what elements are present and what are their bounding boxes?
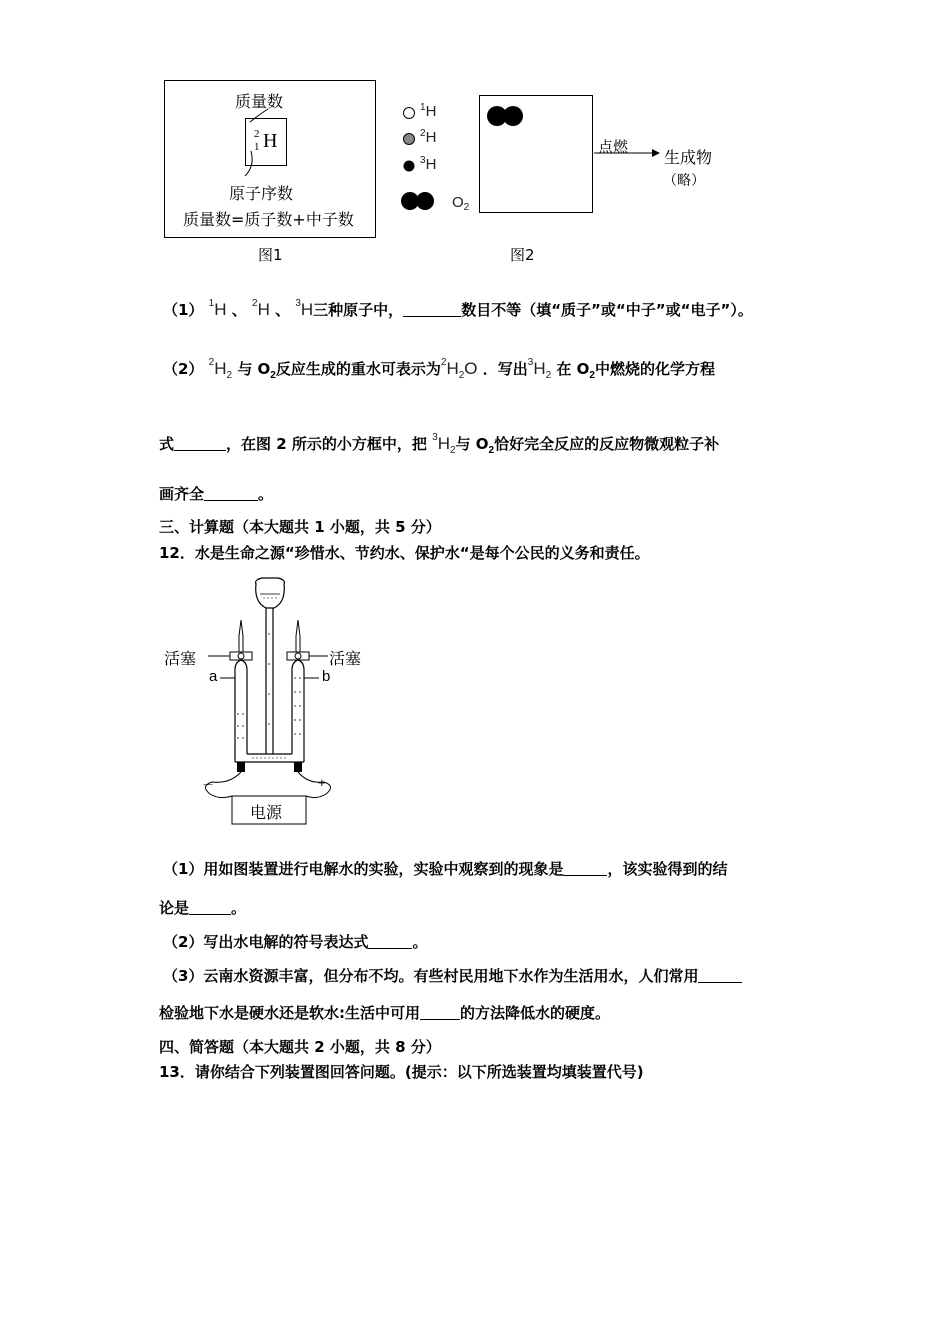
q11-part3: 式 ，在图 2 所示的小方框中，把 $^3H_2$与 $O_2$恰好完全反应的反应物微观粒子补 [159,432,720,456]
figure-1 [164,80,376,238]
tube-a-label: a [209,668,218,685]
legend-h2: $^2$H [420,128,437,146]
figure-1-caption: 图1 [258,246,283,264]
element-symbol: H [263,130,278,152]
figure-2-caption: 图2 [510,246,535,264]
mass-number: 2 [254,128,260,140]
answer-blank[interactable] [204,486,258,501]
left-tube [235,670,247,754]
section-4-heading: 四、简答题（本大题共 2 小题，共 8 分） [159,1038,441,1056]
protium-circle [404,108,415,119]
q13-title: 13．请你结合下列装置图回答问题。(提示：以下所选装置均填装置代号) [159,1063,644,1081]
right-tube [292,670,304,754]
q11-part1: （1） $^1$H 、 $^2$H 、 $^3$H三种原子中， 数目不等（填“质子”或“中子”或“电子”）。 [163,298,753,319]
q12-title: 12．水是生命之源“珍惜水、节约水、保护水“是每个公民的义务和责任。 [159,544,650,562]
answer-blank[interactable] [420,1005,460,1020]
q11-part4: 画齐全 。 [159,485,274,503]
product-label: 生成物 [664,148,713,167]
answer-blank[interactable] [189,900,231,915]
reaction-arrow [594,146,660,160]
reactant-molecule [480,96,540,136]
reactant-box [479,95,593,213]
ignite-label: 点燃 [598,138,629,156]
q12-part1: （1）用如图装置进行电解水的实验，实验中观察到的现象是 ，该实验得到的结 [163,860,728,878]
mass-number-label: 质量数 [235,92,284,111]
positive-terminal: + [318,775,326,790]
tritium-circle [404,161,415,172]
tube-b-pointer [304,676,320,680]
tube-b-label: b [322,668,331,685]
answer-blank[interactable] [403,302,461,317]
deuterium-circle [404,134,415,145]
product-note: （略） [663,173,705,189]
mass-formula: 质量数=质子数+中子数 [183,210,354,229]
q12-part2: （2）写出水电解的符号表达式 。 [163,933,428,951]
q12-part3-cont: 检验地下水是硬水还是软水:生活中可用 的方法降低水的硬度。 [159,1004,611,1022]
stopcock-right-label: 活塞 [329,649,362,668]
answer-blank[interactable] [174,436,226,451]
section-3-heading: 三、计算题（本大题共 1 小题，共 5 分） [159,518,441,536]
o2-atom-right [416,192,434,210]
legend-o2: $O_2$ [452,194,470,213]
legend-h3: $^3$H [420,155,437,173]
answer-blank[interactable] [698,968,742,983]
q12-part1-cont: 论是 。 [159,899,247,917]
negative-terminal: － [202,778,215,792]
electrolysis-apparatus [160,574,380,830]
q11-part2: （2） $^2H_2$ 与 $O_2$反应生成的重水可表示为$^2H_2O$ ．写出$^3H_2$ 在 $O_2$中燃烧的化学方程 [163,357,715,381]
stopcock-left-label: 活塞 [164,649,197,668]
answer-blank[interactable] [563,861,607,876]
reservoir-bulb [256,578,285,608]
atomic-number-label: 原子序数 [229,184,294,203]
answer-blank[interactable] [368,934,412,949]
atomic-number: 1 [254,141,260,153]
q12-part3: （3）云南水资源丰富，但分布不均。有些村民用地下水作为生活用水，人们常用 [163,965,742,986]
legend-h1: $^1$H [420,102,437,120]
tube-a-pointer [220,676,236,680]
power-supply-label: 电源 [250,803,283,822]
